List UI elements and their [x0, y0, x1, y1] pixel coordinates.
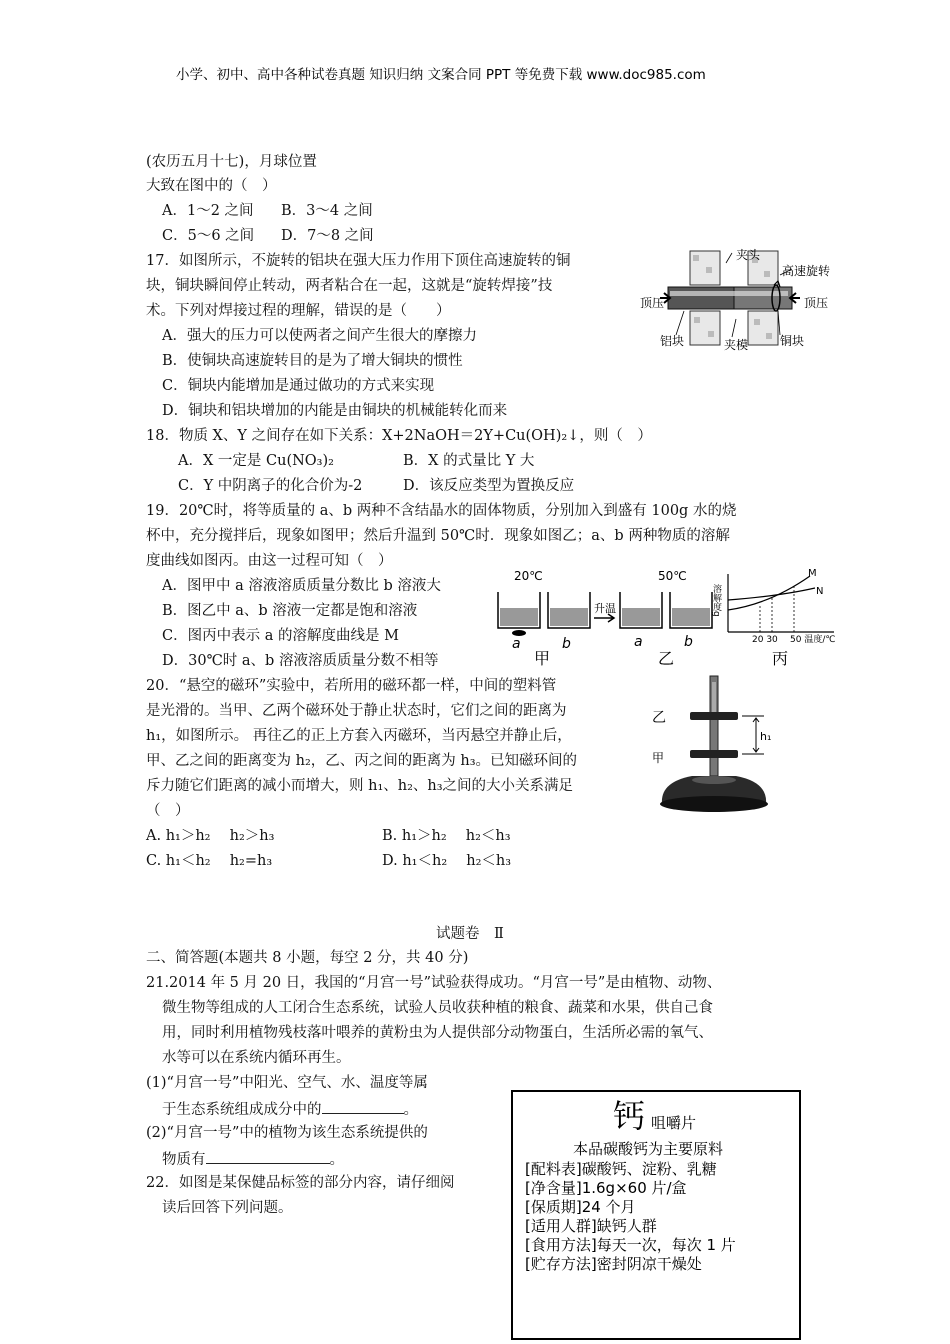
- q17-option-b[interactable]: B．使铜块高速旋转目的是为了增大铜块的惯性: [162, 353, 463, 369]
- q19-line2: 杯中，充分搅拌后，现象如图甲；然后升温到 50℃时．现象如图乙；a、b 两种物质的溶解: [146, 528, 730, 544]
- q21-sub2-text: 物质有: [162, 1152, 206, 1168]
- q17-line1: 17．如图所示，不旋转的铝块在强大压力作用下顶住高速旋转的铜: [146, 253, 571, 269]
- q22-line2: 读后回答下列问题。: [162, 1200, 293, 1216]
- q19-line3: 度曲线如图丙。由这一过程可知（ ）: [146, 553, 393, 569]
- label-target-group: [适用人群]缺钙人群: [525, 1217, 657, 1235]
- q17-option-a[interactable]: A．强大的压力可以使两者之间产生很大的摩擦力: [162, 328, 477, 344]
- q16-option-a[interactable]: A．1～2 之间: [162, 203, 254, 219]
- q18-option-a[interactable]: A．X 一定是 Cu(NO₃)₂: [178, 453, 334, 469]
- label-cu-block: 铜块: [780, 334, 805, 348]
- label-rotate: 高速旋转: [782, 264, 831, 278]
- label-jia: 甲: [534, 649, 551, 666]
- q22-line1: 22．如图是某保健品标签的部分内容，请仔细阅: [146, 1175, 455, 1191]
- label-bing: 丙: [772, 649, 789, 666]
- q20-option-a[interactable]: A. h₁＞h₂ h₂＞h₃: [146, 828, 275, 844]
- q16-line2: 大致在图中的（ ）: [146, 178, 277, 194]
- label-press-right: 顶压: [804, 296, 829, 310]
- q21-line2: 微生物等组成的人工闭合生态系统，试验人员收获种植的粮食、蔬菜和水果，供自己食: [162, 1000, 713, 1016]
- q16-option-c[interactable]: C．5～6 之间: [162, 228, 255, 244]
- q21-line3: 用，同时利用植物残枝落叶喂养的黄粉虫为人提供部分动物蛋白，生活所必需的氧气、: [162, 1025, 713, 1041]
- q21-sub2-line2: [162, 1151, 344, 1168]
- label-a-yi: a: [634, 634, 643, 650]
- q18-option-c[interactable]: C．Y 中阴离子的化合价为-2: [178, 478, 363, 494]
- ring-jia: [690, 750, 738, 758]
- label-al-block: 铝块: [660, 334, 685, 348]
- ring-yi: [690, 712, 738, 720]
- q19-option-d[interactable]: D．30℃时 a、b 溶液溶质质量分数不相等: [162, 653, 439, 669]
- q17-line2: 块，铜块瞬间停止转动，两者粘合在一起，这就是“旋转焊接”技: [146, 278, 553, 294]
- q16-option-b[interactable]: B．3～4 之间: [281, 203, 373, 219]
- label-storage: [贮存方法]密封阴凉干燥处: [525, 1255, 702, 1273]
- q20-option-b[interactable]: B. h₁＞h₂ h₂＜h₃: [382, 828, 511, 844]
- part2-title: 试题卷 Ⅱ: [436, 926, 504, 942]
- label-big-char: 钙: [613, 1097, 646, 1135]
- q17-option-c[interactable]: C．铜块内能增加是通过做功的方式来实现: [162, 378, 435, 394]
- q20-line1: 20．“悬空的磁环”实验中，若所用的磁环都一样，中间的塑料管: [146, 678, 557, 694]
- label-press-left: 顶压: [640, 296, 665, 310]
- q18-line1: 18．物质 X、Y 之间存在如下关系：X+2NaOH＝2Y+Cu(OH)₂↓，则（ ）: [146, 428, 652, 444]
- copper-rod: [734, 287, 792, 309]
- q21-sub2-line1: (2)“月宫一号”中的植物为该生态系统提供的: [146, 1125, 428, 1141]
- q18-option-b[interactable]: B．X 的式量比 Y 大: [403, 453, 535, 469]
- q16-line1: (农历五月十七)，月球位置: [146, 154, 317, 170]
- supplement-label: [511, 1090, 801, 1340]
- label-net-content: [净含量]1.6g×60 片/盒: [525, 1179, 687, 1197]
- label-a-jia: a: [512, 636, 521, 652]
- q19-option-c[interactable]: C．图丙中表示 a 的溶解度曲线是 M: [162, 628, 399, 644]
- curve-m-label: M: [808, 568, 817, 579]
- heat-arrow: [594, 614, 614, 622]
- label-clamp-top: 夹头: [736, 248, 761, 262]
- q17-line3: 术。下列对焊接过程的理解，错误的是（ ）: [146, 303, 451, 319]
- q16-option-d[interactable]: D．7～8 之间: [281, 228, 374, 244]
- label-usage: [食用方法]每天一次，每次 1 片: [525, 1236, 736, 1254]
- q21-line4: 水等可以在系统内循环再生。: [162, 1050, 351, 1066]
- q20-option-d[interactable]: D. h₁＜h₂ h₂＜h₃: [382, 853, 512, 869]
- q20-line2: 是光滑的。当甲、乙两个磁环处于静止状态时，它们之间的距离为: [146, 703, 567, 719]
- q20-line6: （ ）: [146, 803, 190, 819]
- solubility-figure: [490, 566, 840, 666]
- aluminum-rod: [668, 287, 734, 309]
- q20-line5: 斥力随它们距离的减小而增大，则 h₁、h₂、h₃之间的大小关系满足: [146, 778, 574, 794]
- curve-n-label: N: [816, 586, 824, 597]
- heat-label: 升温: [594, 602, 616, 615]
- q20-line4: 甲、乙之间的距离变为 h₂，乙、丙之间的距离为 h₃。已知磁环间的: [146, 753, 578, 769]
- q19-line1: 19．20℃时，将等质量的 a、b 两种不含结晶水的固体物质，分别加入到盛有 100g 水的烧: [146, 503, 737, 519]
- h1-label: h₁: [760, 730, 772, 743]
- q21-sub1-text: 于生态系统组成成分中的: [162, 1102, 322, 1118]
- spin-welding-figure: [640, 245, 840, 357]
- q20-line3: h₁，如图所示。 再往乙的正上方套入丙磁环，当丙悬空并静止后，: [146, 728, 572, 744]
- label-subtitle: 咀嚼片: [651, 1114, 697, 1132]
- ring-jia-label: 甲: [652, 751, 665, 765]
- xtick-50: 50 温度/℃: [790, 635, 836, 645]
- ylabel: 溶解度g: [711, 584, 721, 617]
- q21-sub1-end: 。: [403, 1102, 418, 1118]
- q21-sub2-end: 。: [329, 1152, 344, 1168]
- label-ingredients: [配料表]碳酸钙、淀粉、乳糖: [525, 1160, 717, 1178]
- q21-sub1-line1: (1)“月宫一号”中阳光、空气、水、温度等属: [146, 1075, 428, 1091]
- temp-20: 20℃: [514, 569, 543, 583]
- label-main-line: 本品碳酸钙为主要原料: [573, 1140, 724, 1158]
- xtick-20-30: 20 30: [752, 635, 778, 645]
- label-b-yi: b: [684, 634, 693, 650]
- q20-option-c[interactable]: C. h₁＜h₂ h₂=h₃: [146, 853, 273, 869]
- q21-sub2-answer-blank[interactable]: [206, 1151, 330, 1164]
- q21-line1: 21.2014 年 5 月 20 日，我国的“月宫一号”试验获得成功。“月宫一号”是由植物、动物、: [146, 975, 722, 991]
- q18-option-d[interactable]: D．该反应类型为置换反应: [403, 478, 575, 494]
- q17-option-d[interactable]: D．铜块和铝块增加的内能是由铜块的机械能转化而来: [162, 403, 508, 419]
- label-yi: 乙: [658, 649, 675, 666]
- solubility-axes: [728, 574, 834, 632]
- q19-option-a[interactable]: A．图甲中 a 溶液溶质质量分数比 b 溶液大: [162, 578, 441, 594]
- label-clamp-mold: 夹模: [724, 338, 749, 352]
- q19-option-b[interactable]: B．图乙中 a、b 溶液一定都是饱和溶液: [162, 603, 418, 619]
- part2-heading: 二、简答题(本题共 8 小题，每空 2 分，共 40 分): [146, 950, 469, 966]
- label-b-jia: b: [562, 636, 571, 652]
- magnetic-ring-figure: [652, 672, 792, 822]
- curve-M: [728, 576, 810, 610]
- ring-yi-label: 乙: [652, 710, 666, 726]
- temp-50: 50℃: [658, 569, 687, 583]
- q21-sub1-answer-blank[interactable]: [322, 1101, 404, 1114]
- page-header: 小学、初中、高中各种试卷真题 知识归纳 文案合同 PPT 等免费下载 www.doc985.com: [176, 67, 706, 83]
- q21-sub1-line2: [162, 1101, 418, 1118]
- label-shelf-life: [保质期]24 个月: [525, 1198, 636, 1216]
